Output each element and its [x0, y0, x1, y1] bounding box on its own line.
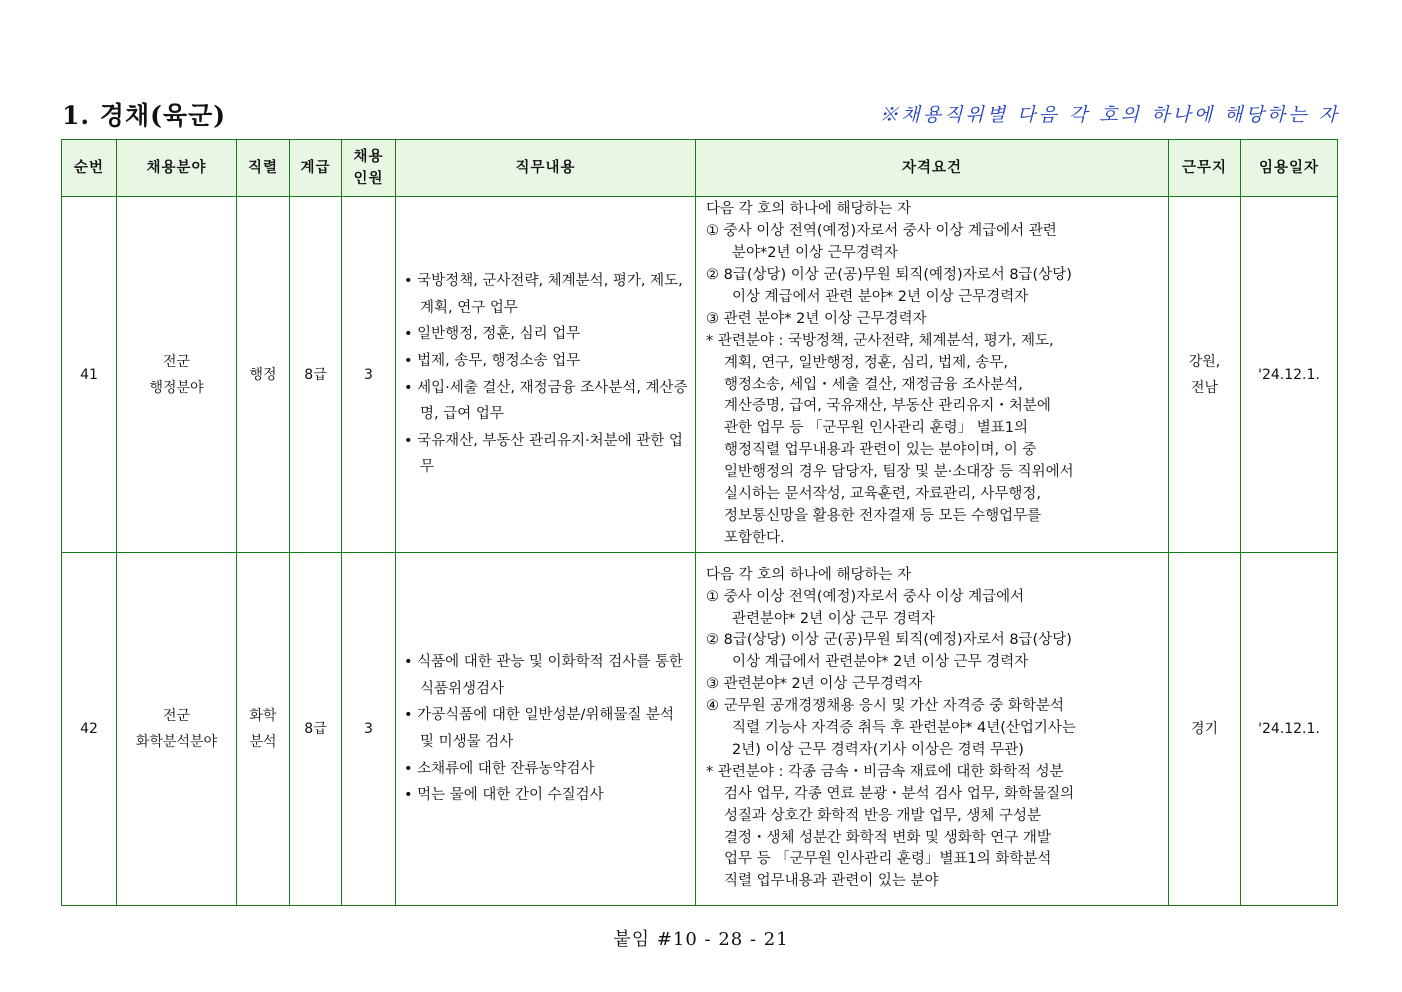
- duty-item: • 법제, 송무, 행정소송 업무: [404, 348, 689, 375]
- section-note: ※채용직위별 다음 각 호의 하나에 해당하는 자: [879, 104, 1340, 126]
- qualification-line: 직렬 기능사 자격증 취득 후 관련분야* 4년(산업기사는: [732, 720, 1076, 737]
- table-header-row: [62, 140, 1338, 197]
- header-date: 임용일자: [1241, 140, 1338, 197]
- duty-item: • 국유재산, 부동산 관리유지·처분에 관한 업무: [404, 428, 689, 481]
- qualification-line: 성질과 상호간 화학적 반응 개발 업무, 생체 구성분: [724, 807, 1042, 824]
- cell-qualifications: [696, 553, 1169, 906]
- qualification-line: 관련분야* 2년 이상 근무 경력자: [732, 610, 935, 627]
- cell-location: 강원, 전남: [1169, 197, 1241, 553]
- cell-qualifications: [696, 197, 1169, 553]
- page-title: 1. 경채(육군): [62, 101, 227, 130]
- cell-duties: [396, 197, 696, 553]
- cell-field: 전군 행정분야: [117, 197, 237, 553]
- cell-date: '24.12.1.: [1241, 553, 1338, 906]
- qualification-line: 직렬 업무내용과 관련이 있는 분야: [724, 873, 939, 890]
- qualification-line: ② 8급(상당) 이상 군(공)무원 퇴직(예정)자로서 8급(상당): [706, 266, 1072, 283]
- header-series: 직렬: [237, 140, 290, 197]
- qualification-line: 업무 등 「군무원 인사관리 훈령」별표1의 화학분석: [724, 851, 1052, 868]
- table-row: [62, 553, 1338, 906]
- qualification-line: * 관련분야 : 각종 금속・비금속 재료에 대한 화학적 성분: [706, 763, 1064, 780]
- cell-count: 3: [342, 553, 396, 906]
- qualification-line: 이상 계급에서 관련분야* 2년 이상 근무 경력자: [732, 654, 1029, 671]
- duty-item: • 국방정책, 군사전략, 체계분석, 평가, 제도, 계획, 연구 업무: [404, 268, 689, 321]
- qualification-line: 정보통신망을 활용한 전자결재 등 모든 수행업무를: [724, 507, 1042, 524]
- qualification-line: 검사 업무, 각종 연료 분광・분석 검사 업무, 화학물질의: [724, 785, 1075, 802]
- qualification-line: 관한 업무 등 「군무원 인사관리 훈령」 별표1의: [724, 420, 1028, 437]
- qualification-line: ③ 관련분야* 2년 이상 근무경력자: [706, 676, 922, 693]
- qualification-line: 실시하는 문서작성, 교육훈련, 자료관리, 사무행정,: [724, 486, 1042, 503]
- header-no: 순번: [62, 140, 117, 197]
- qualification-line: 계산증명, 급여, 국유재산, 부동산 관리유지・처분에: [724, 398, 1051, 415]
- header-duties: 직무내용: [396, 140, 696, 197]
- qualification-line: 계획, 연구, 일반행정, 정훈, 심리, 법제, 송무,: [724, 354, 1009, 371]
- recruitment-table: [61, 139, 1338, 906]
- qualification-line: 다음 각 호의 하나에 해당하는 자: [706, 201, 912, 218]
- cell-location: 경기: [1169, 553, 1241, 906]
- qualification-line: ② 8급(상당) 이상 군(공)무원 퇴직(예정)자로서 8급(상당): [706, 632, 1072, 649]
- qualification-line: 분야*2년 이상 근무경력자: [732, 245, 898, 262]
- qualification-line: 포함한다.: [724, 529, 785, 546]
- cell-grade: 8급: [290, 197, 342, 553]
- qualification-line: 이상 계급에서 관련 분야* 2년 이상 근무경력자: [732, 288, 1029, 305]
- header-location: 근무지: [1169, 140, 1241, 197]
- qualification-line: 행정직렬 업무내용과 관련이 있는 분야이며, 이 중: [724, 442, 1037, 459]
- duty-item: • 먹는 물에 대한 간이 수질검사: [404, 782, 689, 809]
- duty-item: • 식품에 대한 관능 및 이화학적 검사를 통한 식품위생검사: [404, 649, 689, 702]
- cell-date: '24.12.1.: [1241, 197, 1338, 553]
- cell-grade: 8급: [290, 553, 342, 906]
- cell-field: 전군 화학분석분야: [117, 553, 237, 906]
- cell-no: 41: [62, 197, 117, 553]
- cell-series: 행정: [237, 197, 290, 553]
- cell-count: 3: [342, 197, 396, 553]
- header-field: 채용분야: [117, 140, 237, 197]
- qualification-line: ① 중사 이상 전역(예정)자로서 중사 이상 계급에서 관련: [706, 223, 1057, 240]
- duty-item: • 소채류에 대한 잔류농약검사: [404, 756, 689, 783]
- qualification-line: 결정・생체 성분간 화학적 변화 및 생화학 연구 개발: [724, 829, 1051, 846]
- duty-item: • 세입·세출 결산, 재정금융 조사분석, 계산증명, 급여 업무: [404, 375, 689, 428]
- cell-duties: [396, 553, 696, 906]
- qualification-line: 행정소송, 세입・세출 결산, 재정금융 조사분석,: [724, 376, 1023, 393]
- duty-item: • 가공식품에 대한 일반성분/위해물질 분석 및 미생물 검사: [404, 702, 689, 755]
- duty-item: • 일반행정, 정훈, 심리 업무: [404, 321, 689, 348]
- qualification-line: 2년) 이상 근무 경력자(기사 이상은 경력 무관): [732, 741, 1024, 758]
- qualification-line: ④ 군무원 공개경쟁채용 응시 및 가산 자격증 중 화학분석: [706, 698, 1065, 715]
- page-footer: 붙임 #10 - 28 - 21: [613, 929, 789, 950]
- qualification-line: ③ 관련 분야* 2년 이상 근무경력자: [706, 310, 927, 327]
- header-count: 채용 인원: [342, 140, 396, 197]
- header-qualifications: 자격요건: [696, 140, 1169, 197]
- qualification-line: * 관련분야 : 국방정책, 군사전략, 체계분석, 평가, 제도,: [706, 332, 1054, 349]
- cell-no: 42: [62, 553, 117, 906]
- header-grade: 계급: [290, 140, 342, 197]
- qualification-line: 일반행정의 경우 담당자, 팀장 및 분·소대장 등 직위에서: [724, 464, 1074, 481]
- table-row: [62, 197, 1338, 553]
- qualification-line: ① 중사 이상 전역(예정)자로서 중사 이상 계급에서: [706, 588, 1025, 605]
- cell-series: 화학 분석: [237, 553, 290, 906]
- qualification-line: 다음 각 호의 하나에 해당하는 자: [706, 566, 912, 583]
